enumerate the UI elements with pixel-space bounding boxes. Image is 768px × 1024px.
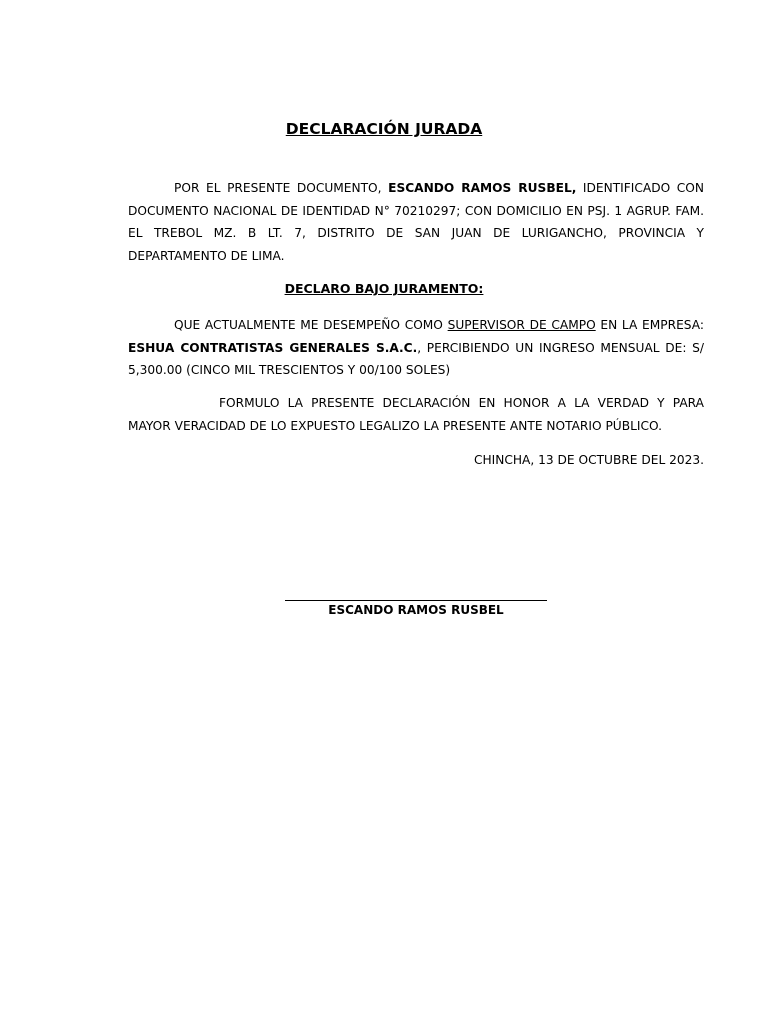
declaration-subtitle: DECLARO BAJO JURAMENTO: (284, 281, 484, 296)
closing-paragraph: FORMULO LA PRESENTE DECLARACIÓN EN HONOR A LA VERDAD Y PARA MAYOR VERACIDAD DE LO EXPUESTO LEGALIZO LA PRESENTE ANTE NOTARIO PÚBLICO. (128, 396, 704, 433)
statement-text-3: , PERCIBIENDO UN INGRESO MENSUAL DE: S/ 5,300.00 (CINCO MIL TRESCIENTOS Y 00/100 SOLES) (128, 340, 704, 377)
statement-paragraph (128, 314, 704, 382)
intro-paragraph (128, 177, 704, 267)
intro-text-1: POR EL PRESENTE DOCUMENTO, (174, 181, 389, 195)
statement-text-1: QUE ACTUALMENTE ME DESEMPEÑO COMO (174, 318, 448, 332)
company-name: ESHUA CONTRATISTAS GENERALES S.A.C. (128, 340, 418, 355)
signature-line (285, 600, 547, 601)
signature-name: ESCANDO RAMOS RUSBEL (328, 603, 504, 617)
document-title: DECLARACIÓN JURADA (285, 120, 483, 138)
job-position: SUPERVISOR DE CAMPO (447, 318, 596, 332)
date-line: CHINCHA, 13 DE OCTUBRE DEL 2023. (474, 453, 704, 467)
intro-text-2: IDENTIFICADO CON DOCUMENTO NACIONAL DE IDENTIDAD N° 70210297; CON DOMICILIO EN PSJ. 1 AGRUP. FAM. EL TREBOL MZ. B LT. 7, DISTRITO DE SAN JUAN DE LURIGANCHO, PROVINCIA Y DEPARTAMENTO DE LIMA. (128, 181, 704, 263)
statement-text-2: EN LA EMPRESA: (595, 318, 704, 332)
declarant-name: ESCANDO RAMOS RUSBEL, (388, 181, 577, 195)
